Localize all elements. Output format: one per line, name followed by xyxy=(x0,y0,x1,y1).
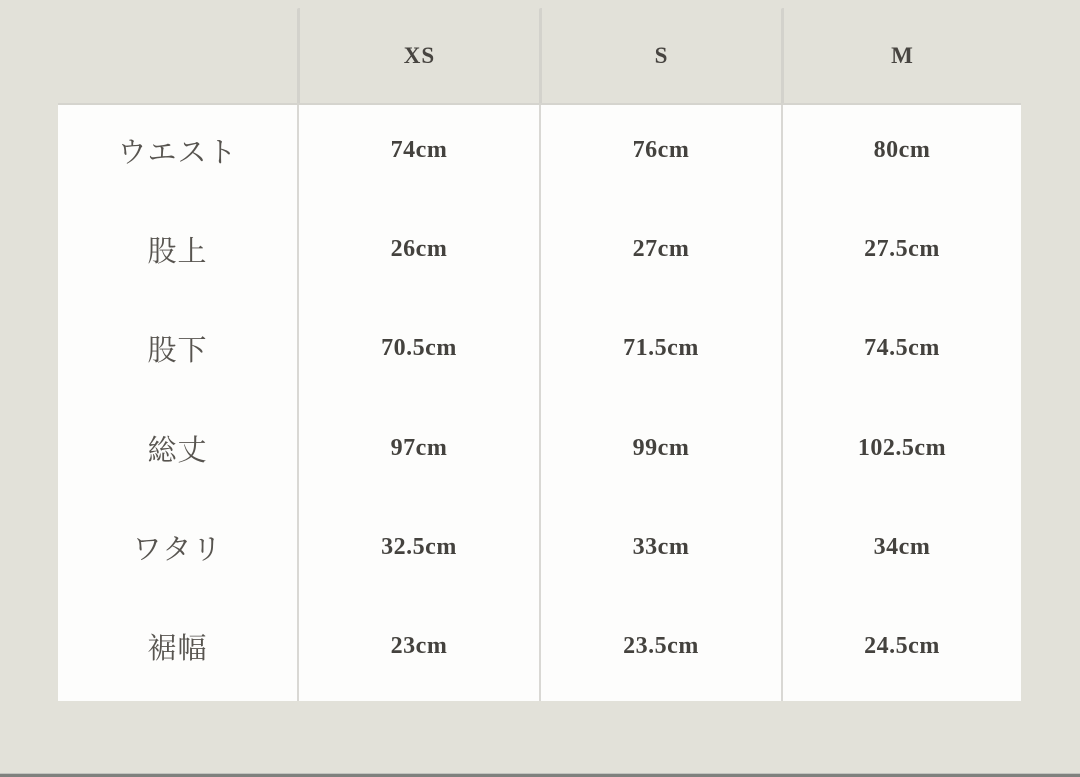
cell-total-length-xs: 97cm xyxy=(297,403,539,502)
cell-rise-m: 27.5cm xyxy=(781,204,1021,303)
cell-thigh-xs: 32.5cm xyxy=(297,502,539,601)
cell-hem-width-m: 24.5cm xyxy=(781,601,1021,700)
row-label-rise: 股上 xyxy=(147,235,208,268)
size-label-m: M xyxy=(891,42,914,68)
cell-thigh-s: 33cm xyxy=(539,502,781,601)
cell-hem-width-s: 23.5cm xyxy=(539,601,781,700)
cell-waist-m: 80cm xyxy=(781,105,1021,204)
header-size-s xyxy=(539,8,781,103)
cell-rise-xs: 26cm xyxy=(297,204,539,303)
header-size-xs xyxy=(297,8,539,103)
cell-total-length-m: 102.5cm xyxy=(781,403,1021,502)
cell-inseam-s: 71.5cm xyxy=(539,304,781,403)
header-size-m xyxy=(781,8,1021,103)
cell-inseam-m: 74.5cm xyxy=(781,304,1021,403)
size-label-s: S xyxy=(654,42,669,68)
size-header-row xyxy=(58,8,1021,103)
row-label-inseam: 股下 xyxy=(147,335,208,368)
cell-waist-xs: 74cm xyxy=(297,105,539,204)
cell-rise-s: 27cm xyxy=(539,204,781,303)
cell-total-length-s: 99cm xyxy=(539,403,781,502)
header-empty-cell xyxy=(58,8,297,103)
cell-waist-s: 76cm xyxy=(539,105,781,204)
cell-inseam-xs: 70.5cm xyxy=(297,304,539,403)
row-label-thigh: ワタリ xyxy=(132,533,223,566)
size-label-xs: XS xyxy=(403,42,436,68)
row-label-hem-width: 裾幅 xyxy=(147,633,208,666)
cell-thigh-m: 34cm xyxy=(781,502,1021,601)
cell-hem-width-xs: 23cm xyxy=(297,601,539,700)
size-table xyxy=(58,103,1021,701)
row-label-total-length: 総丈 xyxy=(147,434,208,467)
row-label-waist: ウエスト xyxy=(117,136,238,169)
